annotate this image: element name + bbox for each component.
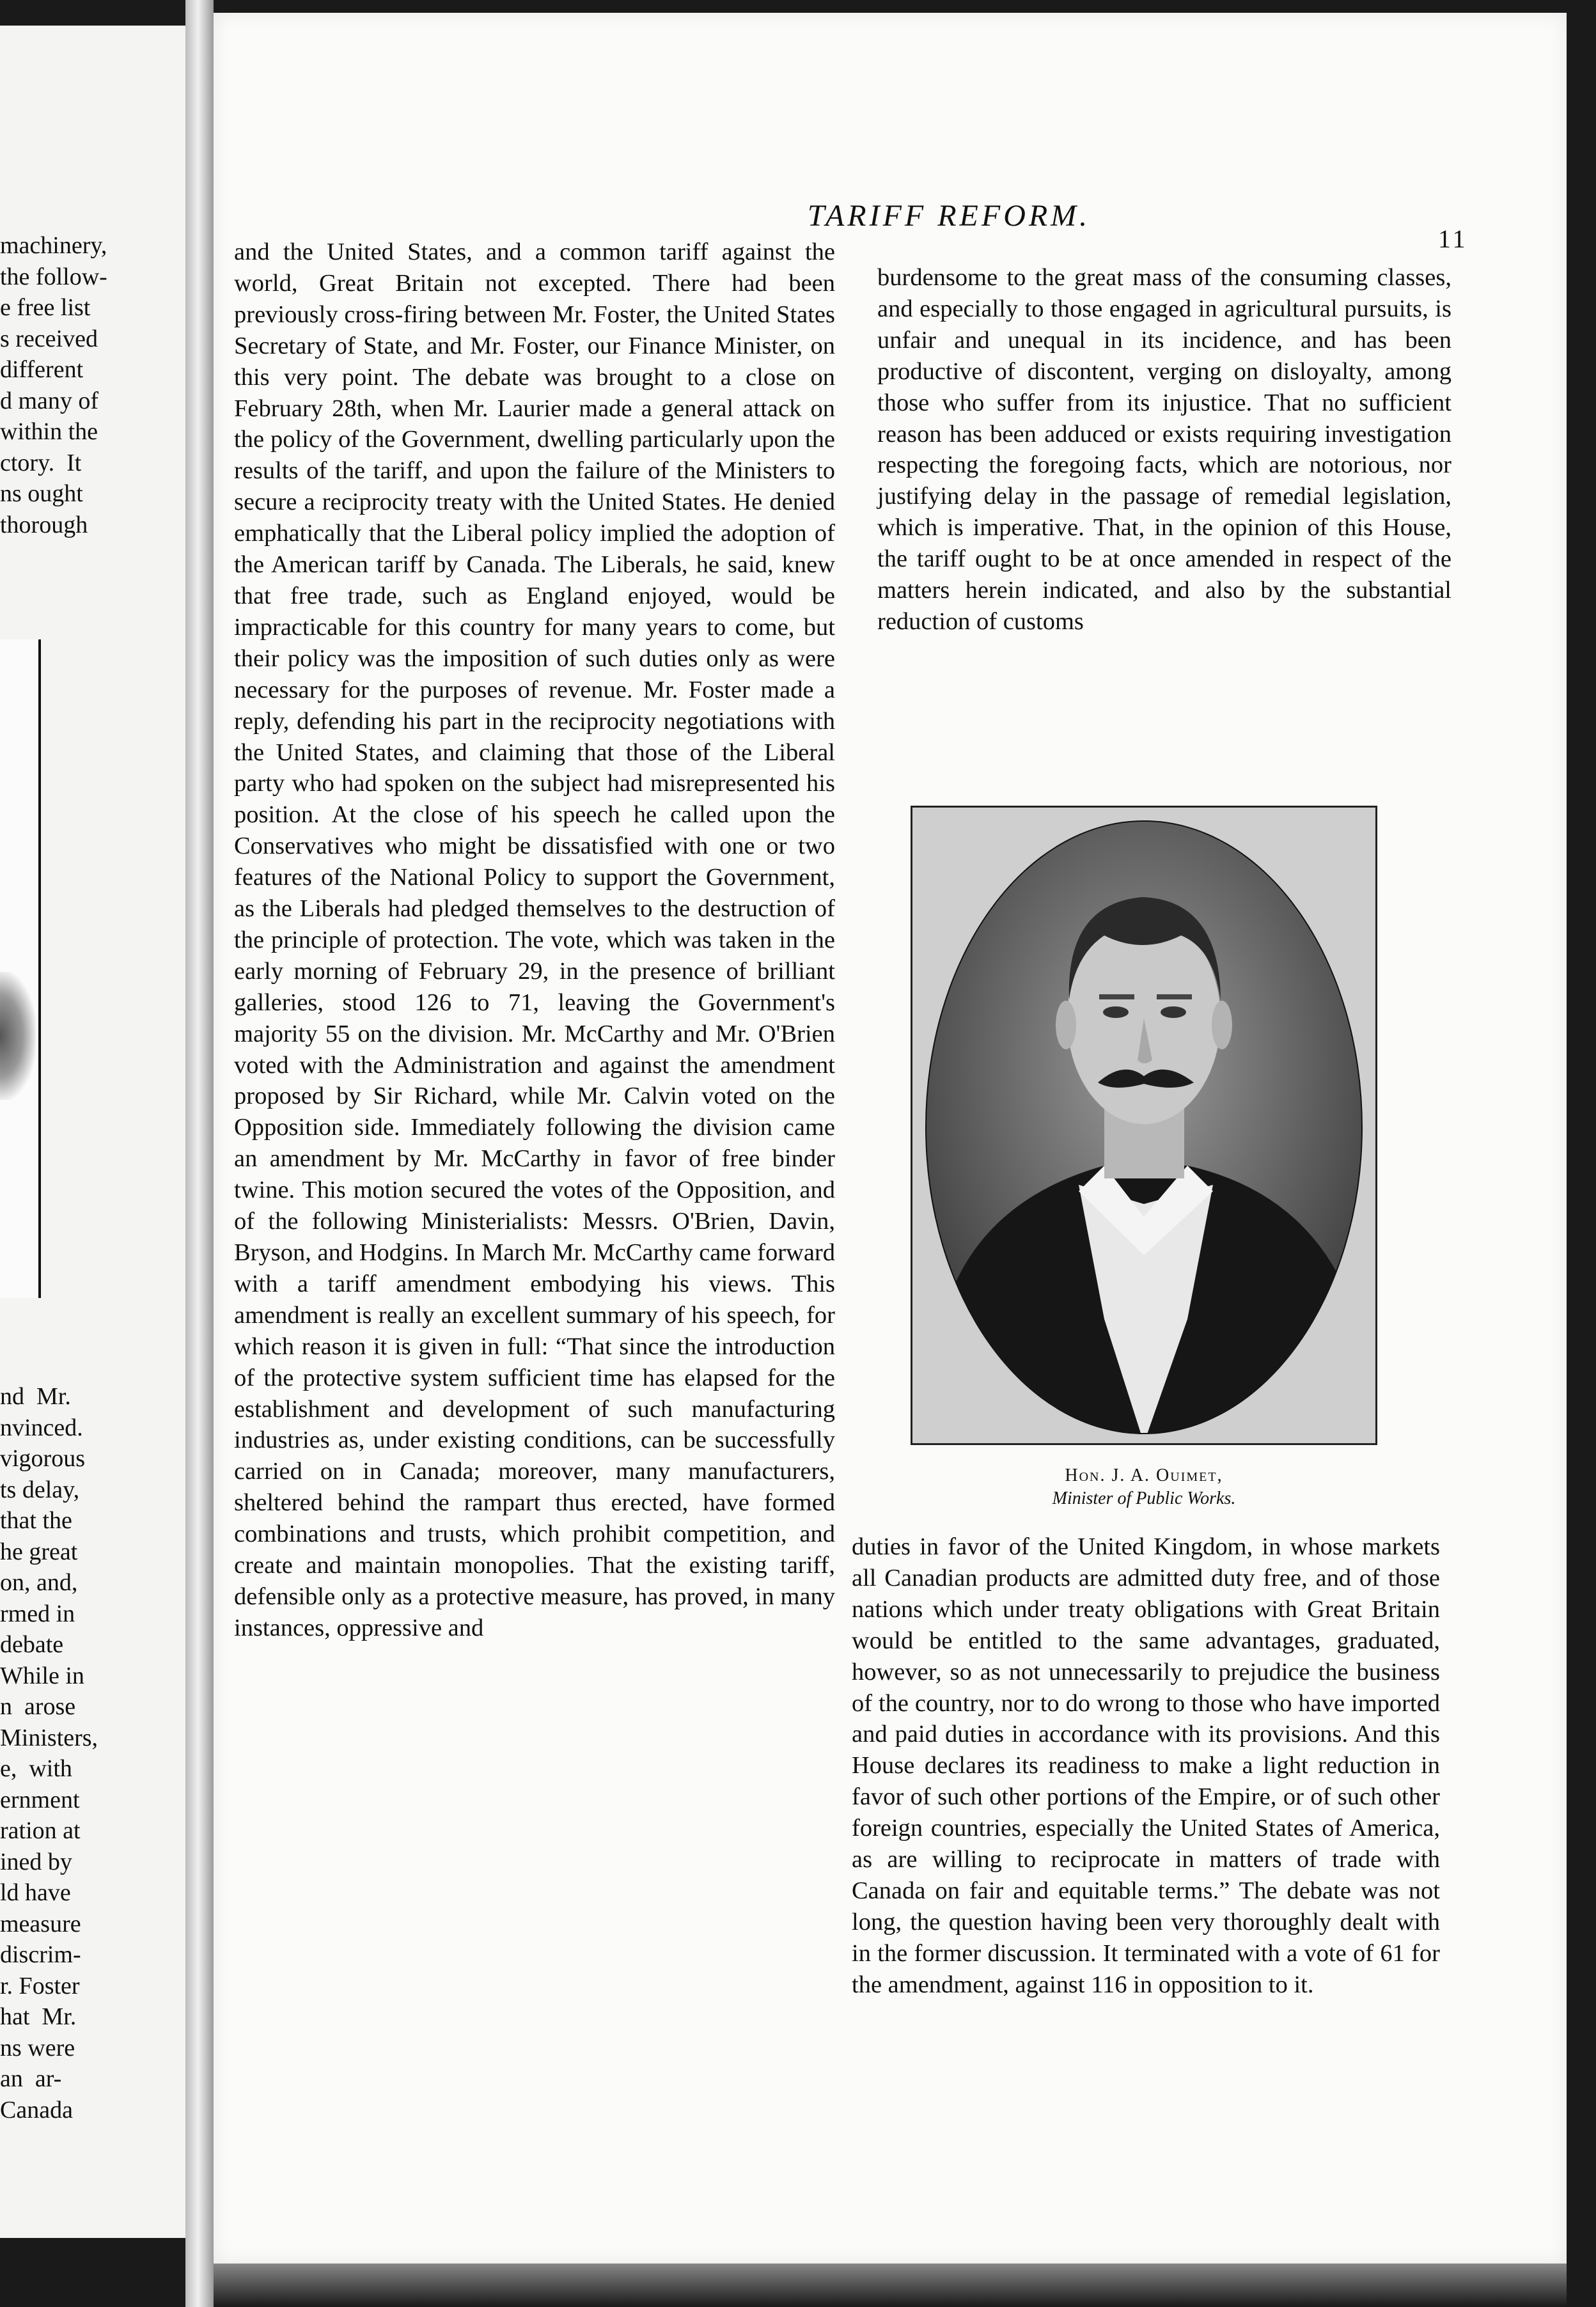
- previous-page-line: on, and,: [0, 1569, 78, 1596]
- previous-page-line: n arose: [0, 1693, 76, 1720]
- previous-page-photo-edge: [0, 639, 41, 1298]
- previous-page-line: d many of: [0, 387, 99, 414]
- page-bottom-shadow: [214, 2264, 1567, 2307]
- previous-page-line: ration at: [0, 1817, 81, 1844]
- page-number: 11: [1438, 224, 1468, 253]
- previous-page-line: within the: [0, 418, 98, 445]
- article-column-left: and the United States, and a common tariff against the world, Great Britain not excepted. There had been previously cross-firing between Mr. Foster, the United States Secretary of State, and Mr. Foster, our Finance Minister, on this very point. The debate was brought to a close on February 28th, when Mr. Laurier made a general attack on the policy of the Government, dwelling particularly upon the results of the tariff, and upon the failure of the Ministers to secure a reciprocity treaty with the United States. He denied emphatically that the Liberal policy implied the adoption of the American tariff by Canada. The Liberals, he said, knew that free trade, such as England enjoyed, would be impracticable for this country for many years to come, but their policy was the imposition of such duties only as were necessary for the purposes of revenue. Mr. Foster made a reply, defending his part in the reciprocity negotiations with the United States, and claiming that those of the Liberal party who had spoken on the subject had misrepresented his position. At the close of his speech he called upon the Conservatives who might be dissatisfied with one or two features of the National Policy to support the Government, as the Liberals had pledged themselves to the destruction of the principle of protection. The vote, which was taken in the early morning of February 29, in the presence of brilliant galleries, stood 126 to 71, leaving the Government's majority 55 on the division. Mr. McCarthy and Mr. O'Brien voted with the Administration and against the amendment proposed by Sir Richard, while Mr. Calvin voted on the Opposition side. Immediately following the division came an amendment by Mr. McCarthy in favor of free binder twine. This motion secured the votes of the Opposition, and of the following Ministerialists: Messrs. O'Brien, Davin, Bryson, and Hodgins. In March Mr. McCarthy came forward with a tariff amendment embodying his views. This amendment is really an excellent summary of his speech, for which reason it is given in full: “That since the introduction of the protective system sufficient time has elapsed for the establishment and development of such manufacturing industries as, under existing conditions, can be successfully carried on in Canada; moreover, many manufacturers, sheltered behind the rampart thus erected, have formed combinations and trusts, which prohibit competition, and create and maintain monopolies. That the existing tariff, defensible only as a protective measure, has proved, in many instances, oppressive and: [234, 239, 835, 1641]
- previous-page-line: hat Mr.: [0, 2003, 77, 2030]
- previous-page-fragment: [0, 26, 185, 2238]
- previous-page-line: he great: [0, 1538, 78, 1565]
- previous-page-line: the follow-: [0, 263, 107, 290]
- previous-page-line: vigorous: [0, 1445, 85, 1472]
- previous-page-line: an ar-: [0, 2065, 62, 2092]
- previous-page-line: ined by: [0, 1848, 72, 1875]
- running-head: TARIFF REFORM.: [807, 199, 1091, 233]
- previous-page-line: e, with: [0, 1755, 72, 1782]
- previous-page-line: measure: [0, 1910, 81, 1937]
- previous-page-line: different: [0, 356, 84, 383]
- book-gutter: [185, 0, 214, 2307]
- previous-page-line: ctory. It: [0, 449, 82, 476]
- previous-page-line: r. Foster: [0, 1972, 80, 1999]
- previous-page-line: s received: [0, 325, 98, 352]
- previous-page-line: While in: [0, 1662, 84, 1689]
- previous-page-line: e free list: [0, 294, 91, 321]
- article-column-right-bottom: duties in favor of the United Kingdom, in whose markets all Canadian products are admitted duty free, and of those nations which under treaty obligations with Great Britain would be entitled to the same advantages, graduated, however, so as not unnecessarily to prejudice the business of the country, nor to do wrong to those who have imported and paid duties in accordance with its provisions. And this House declares its readiness to make a light reduction in favor of such other portions of the Empire, or of such other foreign countries, especially the United States of America, as are willing to reciprocate in matters of trade with Canada on fair and equitable terms.” The debate was not long, the question having been very thoroughly dealt with in the former discussion. It terminated with a vote of 61 for the amendment, against 116 in opposition to it.: [852, 1533, 1440, 1998]
- previous-page-line: ernment: [0, 1786, 80, 1813]
- previous-page-line: ld have: [0, 1879, 71, 1906]
- previous-page-line: Canada: [0, 2096, 73, 2123]
- article-column-right-top: burdensome to the great mass of the consuming classes, and especially to those engaged in agricultural pursuits, is unfair and unequal in its incidence, and has been productive of discontent, verging on disloyalty, among those who suffer from its injustice. That no sufficient reason has been adduced or exists requiring investigation respecting the foregoing facts, which are notorious, nor justifying delay in the passage of remedial legislation, which is imperative. That, in the opinion of this House, the tariff ought to be at once amended in respect of the matters herein indicated, and also by the substantial reduction of customs: [877, 264, 1451, 635]
- previous-page-line: nvinced.: [0, 1414, 83, 1441]
- previous-page-line: ns were: [0, 2034, 75, 2061]
- previous-page-line: nd Mr.: [0, 1383, 71, 1410]
- previous-page-line: thorough: [0, 511, 88, 538]
- previous-page-line: machinery,: [0, 232, 107, 259]
- caption-title: Minister of Public Works.: [1052, 1489, 1236, 1508]
- previous-page-line: debate: [0, 1631, 64, 1658]
- portrait-caption: [911, 1464, 1377, 1510]
- previous-page-line: Ministers,: [0, 1724, 98, 1751]
- caption-name: Hon. J. A. Ouimet,: [1065, 1466, 1223, 1485]
- portrait-photo: [911, 806, 1377, 1445]
- magazine-page: [214, 13, 1567, 2264]
- previous-page-line: ns ought: [0, 480, 83, 507]
- previous-page-line: ts delay,: [0, 1476, 80, 1503]
- previous-page-line: that the: [0, 1507, 72, 1534]
- previous-page-line: discrim-: [0, 1941, 81, 1968]
- previous-page-line: rmed in: [0, 1600, 75, 1627]
